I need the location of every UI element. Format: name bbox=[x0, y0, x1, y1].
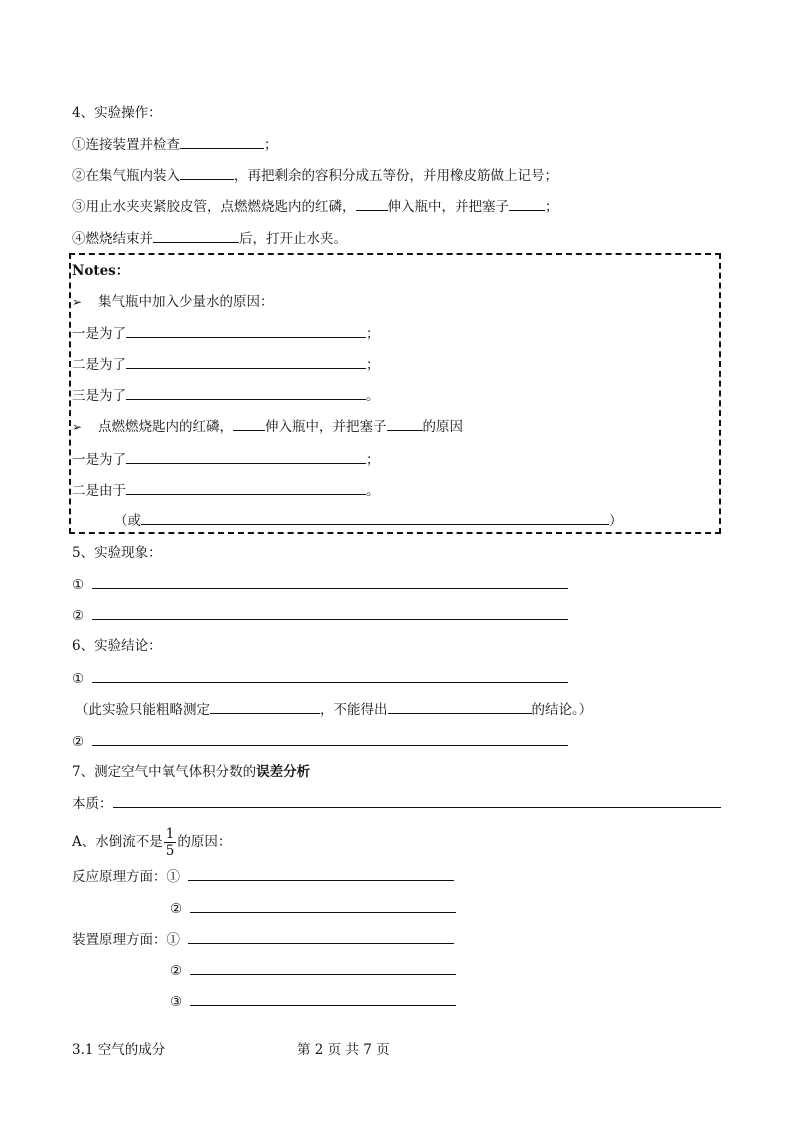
b1-line3-label: 三是为了 bbox=[72, 388, 126, 404]
b2-line1 bbox=[72, 449, 380, 469]
s5-item2 bbox=[72, 605, 568, 625]
s6-note-a: （此实验只能粗略测定 bbox=[75, 702, 210, 718]
s7-partA-a: A、水倒流不是 bbox=[72, 834, 163, 850]
step1-end: ； bbox=[264, 137, 278, 153]
s6-note-b: ，不能得出 bbox=[320, 702, 388, 718]
notes-bullet2 bbox=[72, 416, 463, 436]
b2-line2-end: 。 bbox=[366, 483, 380, 499]
s7-device2-blank[interactable] bbox=[190, 960, 456, 975]
s7-device2-marker: ② bbox=[170, 963, 183, 979]
s7-essence-label: 本质： bbox=[72, 796, 113, 812]
b2-line2-blank[interactable] bbox=[126, 480, 366, 495]
s5-item2-marker: ② bbox=[72, 608, 85, 624]
step4-text-b: 后，打开止水夹。 bbox=[239, 231, 347, 247]
s6-note-blank2[interactable] bbox=[388, 699, 532, 714]
s5-item1-blank[interactable] bbox=[92, 574, 568, 589]
section6-heading: 6、实验结论： bbox=[72, 638, 162, 654]
b1-line3-end: 。 bbox=[366, 388, 380, 404]
frac-numerator: 1 bbox=[165, 826, 175, 842]
notes-bullet1 bbox=[72, 292, 274, 312]
step2-blank[interactable] bbox=[180, 165, 234, 180]
step4-text-a: ④燃烧结束并 bbox=[72, 231, 153, 247]
footer-page: 第 2 页 共 7 页 bbox=[297, 1042, 390, 1058]
b2-alt-line bbox=[114, 510, 623, 530]
s6-note-c: 的结论。） bbox=[531, 702, 593, 718]
step3-blank2[interactable] bbox=[509, 196, 545, 211]
s7-essence-blank[interactable] bbox=[113, 793, 721, 808]
b2-alt-open: （或 bbox=[114, 513, 141, 529]
step4-line bbox=[72, 228, 347, 248]
b1-line3 bbox=[72, 385, 380, 405]
s7-reaction2 bbox=[170, 898, 456, 918]
b2-line2 bbox=[72, 480, 380, 500]
bullet2-text-c: 的原因 bbox=[422, 419, 463, 435]
b1-line1-end: ； bbox=[366, 326, 380, 342]
b1-line2-end: ； bbox=[366, 357, 380, 373]
s7-device3-blank[interactable] bbox=[190, 991, 456, 1006]
s6-note-blank1[interactable] bbox=[210, 699, 320, 714]
s6-note bbox=[75, 699, 592, 719]
step4-blank[interactable] bbox=[153, 228, 239, 243]
s5-item2-blank[interactable] bbox=[92, 605, 568, 620]
s5-item1-marker: ① bbox=[72, 577, 85, 593]
s7-reaction2-marker: ② bbox=[170, 901, 183, 917]
s7-device2 bbox=[170, 960, 456, 980]
b1-line3-blank[interactable] bbox=[126, 385, 366, 400]
b2-line1-label: 一是为了 bbox=[72, 452, 126, 468]
bullet2-text-b: 伸入瓶中，并把塞子 bbox=[265, 419, 387, 435]
s7-reaction-label: 反应原理方面：① bbox=[72, 869, 180, 885]
b2-line1-end: ； bbox=[366, 452, 380, 468]
s7-reaction2-blank[interactable] bbox=[190, 898, 456, 913]
step3-blank1[interactable] bbox=[356, 196, 388, 211]
s7-partA bbox=[72, 822, 231, 862]
section5-heading: 5、实验现象： bbox=[72, 545, 162, 561]
b2-alt-close: ） bbox=[609, 513, 623, 529]
s7-device-label: 装置原理方面：① bbox=[72, 932, 180, 948]
step3-end: ； bbox=[545, 199, 559, 215]
notes-title: Notes： bbox=[72, 263, 130, 279]
s7-heading-a: 7、测定空气中氧气体积分数的 bbox=[72, 764, 257, 780]
b2-line2-label: 二是由于 bbox=[72, 483, 126, 499]
step1-blank[interactable] bbox=[180, 134, 264, 149]
step2-line bbox=[72, 165, 558, 185]
step2-text-a: ②在集气瓶内装入 bbox=[72, 168, 180, 184]
s6-item1-marker: ① bbox=[72, 671, 85, 687]
s7-device3-marker: ③ bbox=[170, 994, 183, 1010]
s7-device1 bbox=[72, 929, 454, 949]
s6-item2-marker: ② bbox=[72, 734, 85, 750]
s7-heading-b: 误差分析 bbox=[256, 764, 311, 780]
b1-line2 bbox=[72, 354, 380, 374]
section7-heading bbox=[72, 762, 310, 782]
bullet1-text: 集气瓶中加入少量水的原因： bbox=[98, 294, 274, 310]
b1-line1-label: 一是为了 bbox=[72, 326, 126, 342]
s6-item1-blank[interactable] bbox=[92, 668, 568, 683]
s7-device1-blank[interactable] bbox=[188, 929, 454, 944]
b1-line2-blank[interactable] bbox=[126, 354, 366, 369]
step3-text-b: 伸入瓶中，并把塞子 bbox=[387, 199, 509, 215]
b2-alt-blank[interactable] bbox=[141, 510, 609, 525]
bullet2-blank2[interactable] bbox=[387, 416, 423, 431]
step1-text: ①连接装置并检查 bbox=[72, 137, 180, 153]
fraction-one-fifth bbox=[164, 826, 177, 859]
bullet2-text-a: 点燃燃烧匙内的红磷， bbox=[98, 419, 233, 435]
b1-line1 bbox=[72, 323, 380, 343]
b2-line1-blank[interactable] bbox=[126, 449, 366, 464]
s7-reaction1-blank[interactable] bbox=[188, 866, 454, 881]
frac-denominator: 5 bbox=[165, 843, 175, 859]
s5-item1 bbox=[72, 574, 568, 594]
s6-item2 bbox=[72, 731, 568, 751]
s7-partA-b: 的原因： bbox=[177, 834, 232, 850]
s6-item1 bbox=[72, 668, 568, 688]
s6-item2-blank[interactable] bbox=[92, 731, 568, 746]
step1-line bbox=[72, 134, 278, 154]
footer-section: 3.1 空气的成分 bbox=[72, 1042, 166, 1058]
section4-heading: 4、实验操作： bbox=[72, 105, 162, 121]
step3-text-a: ③用止水夹夹紧胶皮管，点燃燃烧匙内的红磷， bbox=[72, 199, 356, 215]
step3-line bbox=[72, 196, 559, 216]
b1-line1-blank[interactable] bbox=[126, 323, 366, 338]
b1-line2-label: 二是为了 bbox=[72, 357, 126, 373]
s7-essence bbox=[72, 793, 721, 813]
step2-text-b: ，再把剩余的容积分成五等份，并用橡皮筋做上记号； bbox=[234, 168, 558, 184]
arrow-bullet-icon: ➢ bbox=[72, 420, 83, 434]
s7-device3 bbox=[170, 991, 456, 1011]
bullet2-blank1[interactable] bbox=[233, 416, 265, 431]
s7-reaction1 bbox=[72, 866, 454, 886]
arrow-bullet-icon: ➢ bbox=[72, 295, 83, 309]
